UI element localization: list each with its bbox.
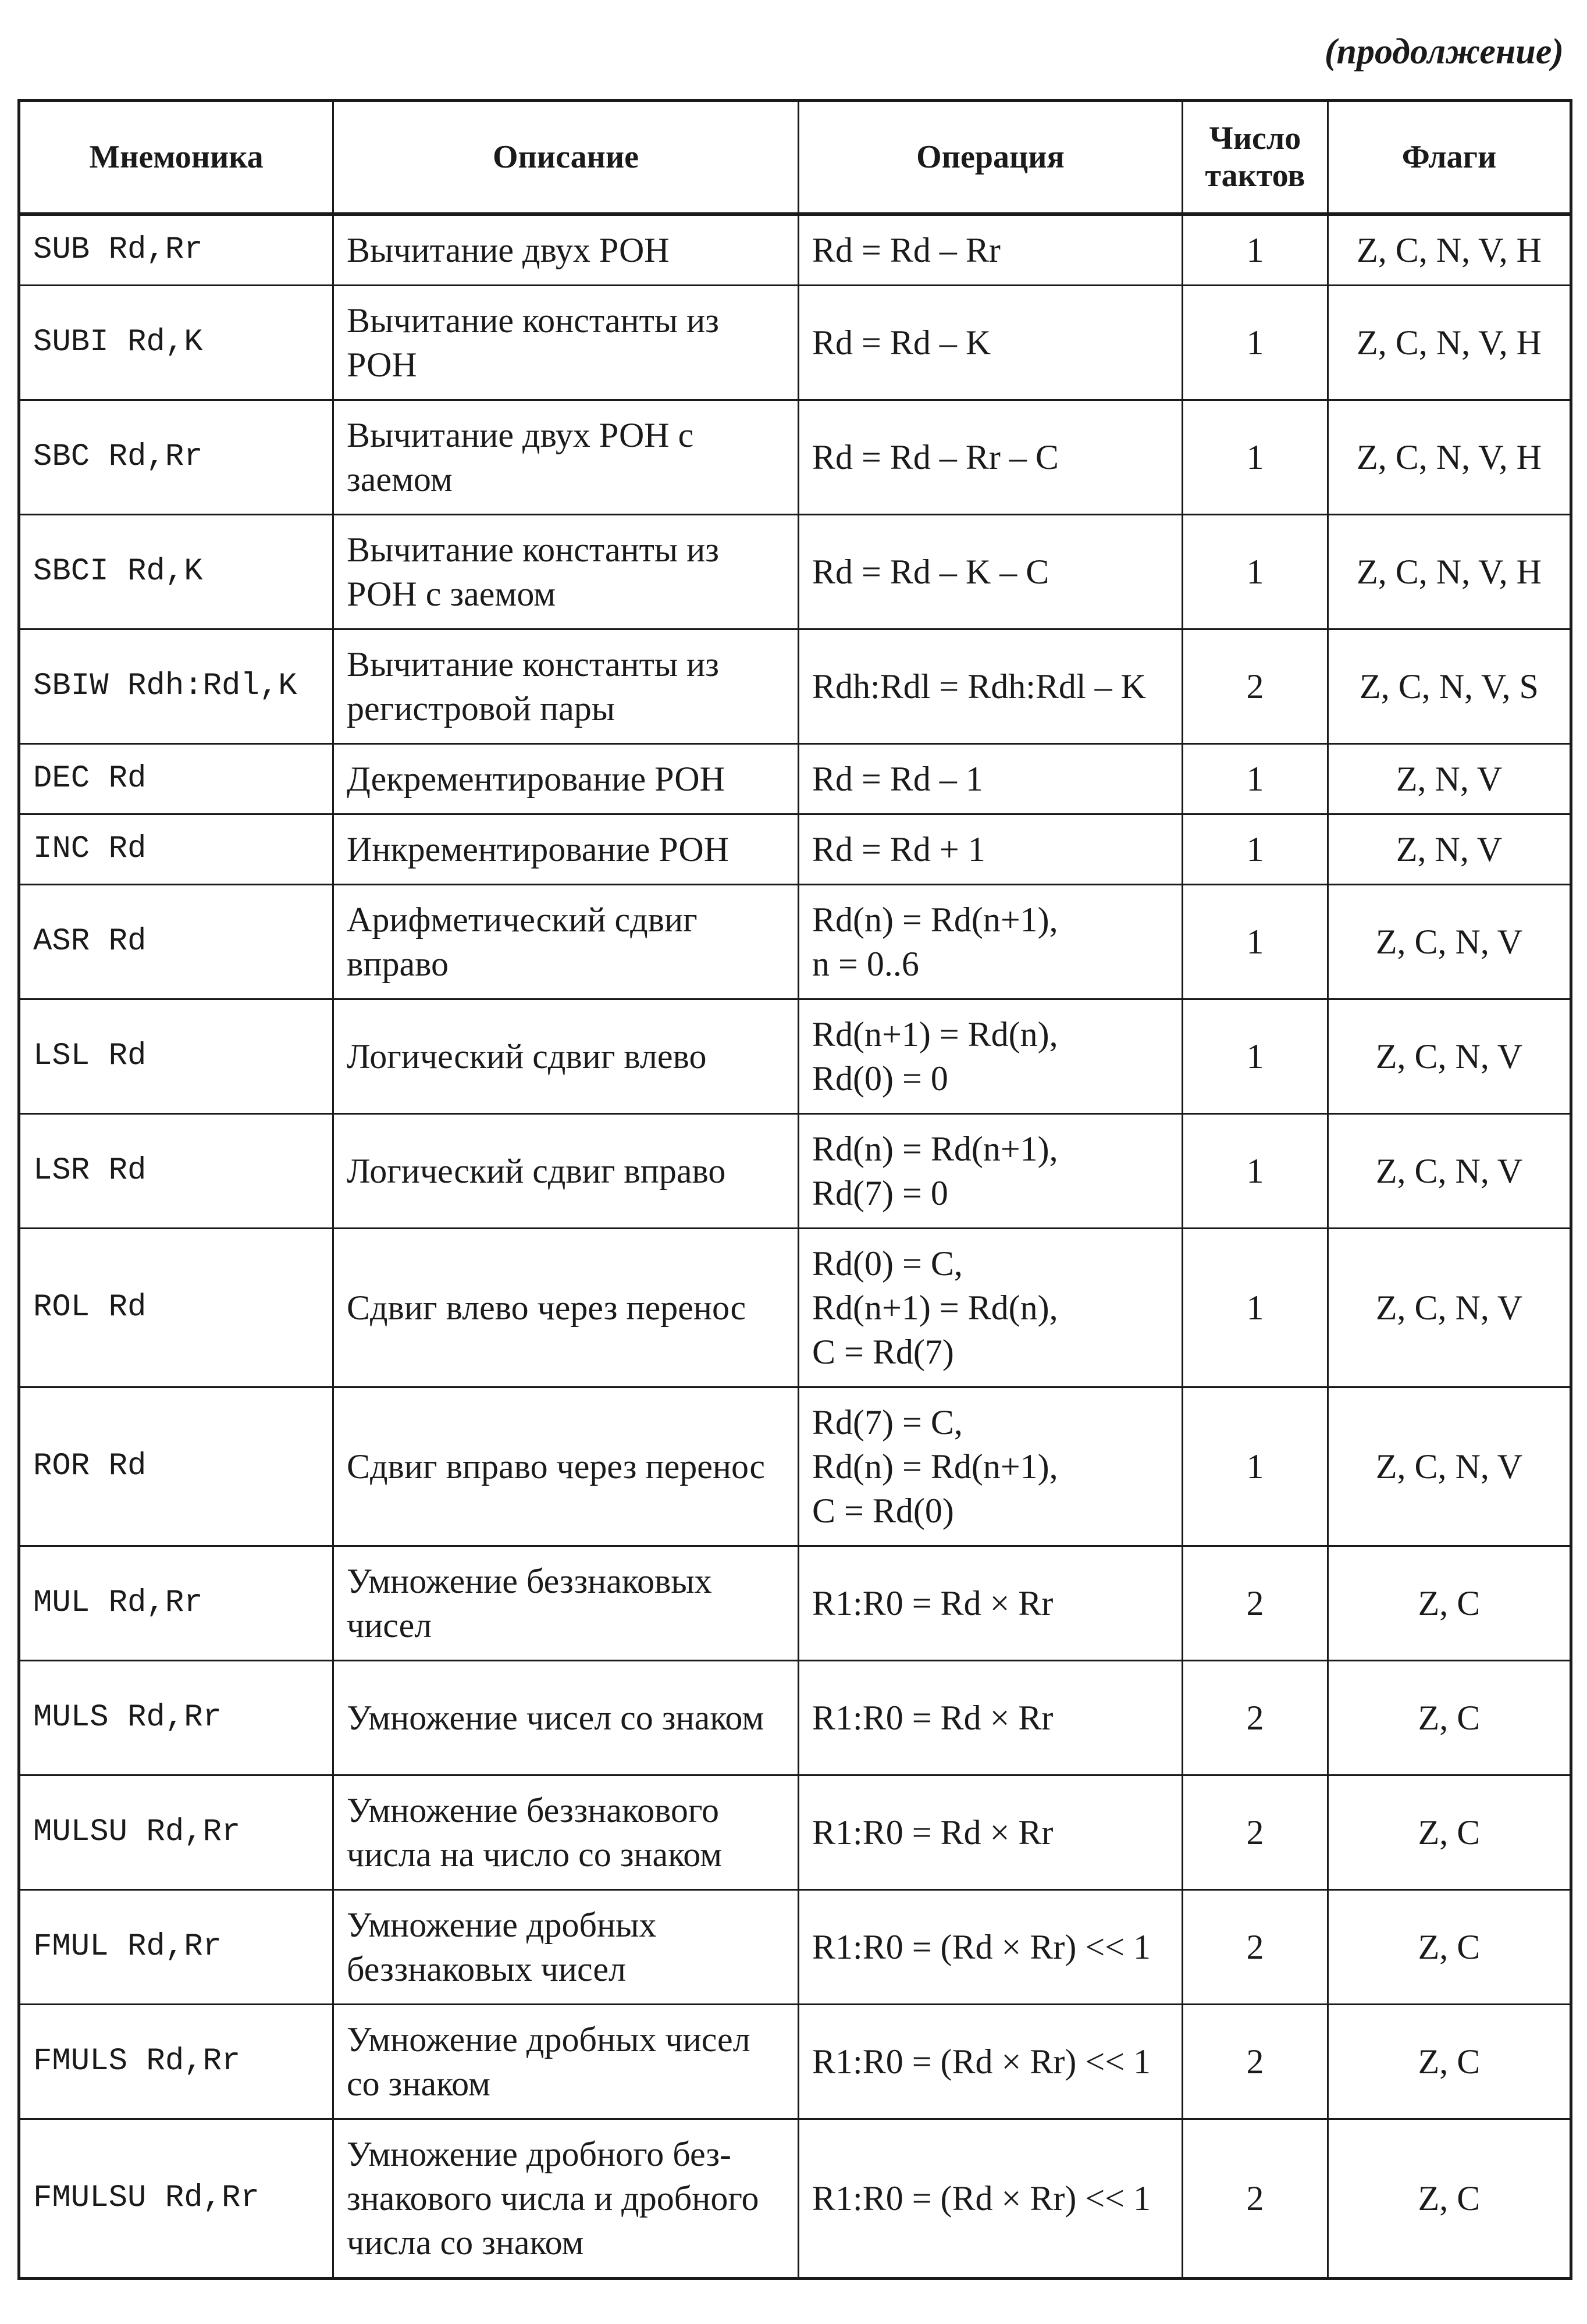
- flags-cell: Z, C, N, V: [1328, 1387, 1571, 1546]
- cycles-cell: 1: [1183, 814, 1328, 885]
- flags-cell: Z, C, N, V, S: [1328, 629, 1571, 744]
- table-row: [19, 999, 1571, 1114]
- description-cell: Логический сдвиг вправо: [333, 1114, 799, 1229]
- description-cell: Умножение чисел со знаком: [333, 1661, 799, 1775]
- flags-cell: Z, C, N, V, H: [1328, 515, 1571, 629]
- operation-cell: Rd = Rd – K – C: [799, 515, 1183, 629]
- description-cell: Вычитание константы из регистровой пары: [333, 629, 799, 744]
- flags-cell: Z, C, N, V: [1328, 999, 1571, 1114]
- mnemonic-cell: ROL Rd: [19, 1229, 333, 1387]
- operation-cell: Rd(n) = Rd(n+1), n = 0..6: [799, 885, 1183, 999]
- mnemonic-cell: FMUL Rd,Rr: [19, 1890, 333, 2005]
- flags-cell: Z, C, N, V: [1328, 885, 1571, 999]
- operation-cell: R1:R0 = Rd × Rr: [799, 1546, 1183, 1661]
- flags-cell: Z, C, N, V, H: [1328, 400, 1571, 515]
- table-row: [19, 1546, 1571, 1661]
- operation-cell: Rd = Rd – K: [799, 286, 1183, 400]
- cycles-cell: 1: [1183, 885, 1328, 999]
- description-cell: Вычитание двух РОН: [333, 214, 799, 286]
- description-cell: Логический сдвиг влево: [333, 999, 799, 1114]
- operation-cell: R1:R0 = Rd × Rr: [799, 1775, 1183, 1890]
- continued-label: (продолжение): [1324, 32, 1564, 72]
- mnemonic-cell: SBC Rd,Rr: [19, 400, 333, 515]
- operation-cell: R1:R0 = (Rd × Rr) << 1: [799, 2005, 1183, 2119]
- cycles-cell: 1: [1183, 400, 1328, 515]
- mnemonic-cell: SUB Rd,Rr: [19, 214, 333, 286]
- table-row: [19, 400, 1571, 515]
- description-cell: Вычитание константы из РОН с заемом: [333, 515, 799, 629]
- table-row: [19, 814, 1571, 885]
- header-flags: Флаги: [1328, 101, 1571, 215]
- description-cell: Умножение беззнакового числа на число со знаком: [333, 1775, 799, 1890]
- cycles-cell: 2: [1183, 1546, 1328, 1661]
- table-row: [19, 214, 1571, 286]
- flags-cell: Z, C, N, V: [1328, 1229, 1571, 1387]
- mnemonic-cell: FMULSU Rd,Rr: [19, 2119, 333, 2279]
- cycles-cell: 1: [1183, 999, 1328, 1114]
- header-row: [19, 101, 1571, 215]
- table-row: [19, 2005, 1571, 2119]
- mnemonic-cell: MULSU Rd,Rr: [19, 1775, 333, 1890]
- flags-cell: Z, N, V: [1328, 814, 1571, 885]
- flags-cell: Z, C: [1328, 1546, 1571, 1661]
- table-row: [19, 629, 1571, 744]
- flags-cell: Z, C: [1328, 1775, 1571, 1890]
- operation-cell: R1:R0 = Rd × Rr: [799, 1661, 1183, 1775]
- header-mnemonic: Мнемоника: [19, 101, 333, 215]
- operation-cell: Rd(n) = Rd(n+1), Rd(7) = 0: [799, 1114, 1183, 1229]
- operation-cell: Rd(7) = C, Rd(n) = Rd(n+1), C = Rd(0): [799, 1387, 1183, 1546]
- cycles-cell: 1: [1183, 1114, 1328, 1229]
- table-row: [19, 1890, 1571, 2005]
- cycles-cell: 2: [1183, 2005, 1328, 2119]
- flags-cell: Z, N, V: [1328, 744, 1571, 814]
- operation-cell: Rd = Rd – Rr: [799, 214, 1183, 286]
- cycles-cell: 1: [1183, 286, 1328, 400]
- cycles-cell: 1: [1183, 214, 1328, 286]
- flags-cell: Z, C: [1328, 1890, 1571, 2005]
- description-cell: Умножение беззнаковых чисел: [333, 1546, 799, 1661]
- flags-cell: Z, C: [1328, 2005, 1571, 2119]
- mnemonic-cell: SBIW Rdh:Rdl,K: [19, 629, 333, 744]
- table-row: [19, 515, 1571, 629]
- cycles-cell: 2: [1183, 1775, 1328, 1890]
- mnemonic-cell: ROR Rd: [19, 1387, 333, 1546]
- mnemonic-cell: LSL Rd: [19, 999, 333, 1114]
- mnemonic-cell: SBCI Rd,K: [19, 515, 333, 629]
- description-cell: Декрементирование РОН: [333, 744, 799, 814]
- cycles-cell: 1: [1183, 744, 1328, 814]
- operation-cell: R1:R0 = (Rd × Rr) << 1: [799, 1890, 1183, 2005]
- cycles-cell: 1: [1183, 515, 1328, 629]
- mnemonic-cell: LSR Rd: [19, 1114, 333, 1229]
- mnemonic-cell: ASR Rd: [19, 885, 333, 999]
- operation-cell: Rdh:Rdl = Rdh:Rdl – K: [799, 629, 1183, 744]
- table-row: [19, 1229, 1571, 1387]
- operation-cell: Rd = Rd – Rr – C: [799, 400, 1183, 515]
- flags-cell: Z, C, N, V: [1328, 1114, 1571, 1229]
- header-description: Описание: [333, 101, 799, 215]
- operation-cell: Rd(0) = C, Rd(n+1) = Rd(n), C = Rd(7): [799, 1229, 1183, 1387]
- header-operation: Операция: [799, 101, 1183, 215]
- description-cell: Сдвиг вправо через перенос: [333, 1387, 799, 1546]
- cycles-cell: 1: [1183, 1229, 1328, 1387]
- mnemonic-cell: MULS Rd,Rr: [19, 1661, 333, 1775]
- instruction-table: [17, 99, 1572, 2280]
- description-cell: Арифметический сдвиг вправо: [333, 885, 799, 999]
- cycles-cell: 1: [1183, 1387, 1328, 1546]
- operation-cell: Rd = Rd + 1: [799, 814, 1183, 885]
- description-cell: Инкрементирование РОН: [333, 814, 799, 885]
- description-cell: Вычитание константы из РОН: [333, 286, 799, 400]
- cycles-cell: 2: [1183, 1890, 1328, 2005]
- header-cycles: Число тактов: [1183, 101, 1328, 215]
- table-row: [19, 744, 1571, 814]
- mnemonic-cell: MUL Rd,Rr: [19, 1546, 333, 1661]
- mnemonic-cell: SUBI Rd,K: [19, 286, 333, 400]
- table-row: [19, 1114, 1571, 1229]
- table-row: [19, 885, 1571, 999]
- table-row: [19, 1387, 1571, 1546]
- description-cell: Умножение дробных чисел со знаком: [333, 2005, 799, 2119]
- description-cell: Сдвиг влево через перенос: [333, 1229, 799, 1387]
- flags-cell: Z, C: [1328, 2119, 1571, 2279]
- operation-cell: Rd(n+1) = Rd(n), Rd(0) = 0: [799, 999, 1183, 1114]
- table-row: [19, 2119, 1571, 2279]
- table-row: [19, 1661, 1571, 1775]
- description-cell: Умножение дробного без-знакового числа и дробного числа со знаком: [333, 2119, 799, 2279]
- flags-cell: Z, C, N, V, H: [1328, 214, 1571, 286]
- mnemonic-cell: INC Rd: [19, 814, 333, 885]
- cycles-cell: 2: [1183, 1661, 1328, 1775]
- mnemonic-cell: FMULS Rd,Rr: [19, 2005, 333, 2119]
- operation-cell: Rd = Rd – 1: [799, 744, 1183, 814]
- operation-cell: R1:R0 = (Rd × Rr) << 1: [799, 2119, 1183, 2279]
- flags-cell: Z, C: [1328, 1661, 1571, 1775]
- flags-cell: Z, C, N, V, H: [1328, 286, 1571, 400]
- description-cell: Умножение дробных беззнаковых чисел: [333, 1890, 799, 2005]
- mnemonic-cell: DEC Rd: [19, 744, 333, 814]
- table-row: [19, 1775, 1571, 1890]
- table-row: [19, 286, 1571, 400]
- cycles-cell: 2: [1183, 2119, 1328, 2279]
- description-cell: Вычитание двух РОН с заемом: [333, 400, 799, 515]
- cycles-cell: 2: [1183, 629, 1328, 744]
